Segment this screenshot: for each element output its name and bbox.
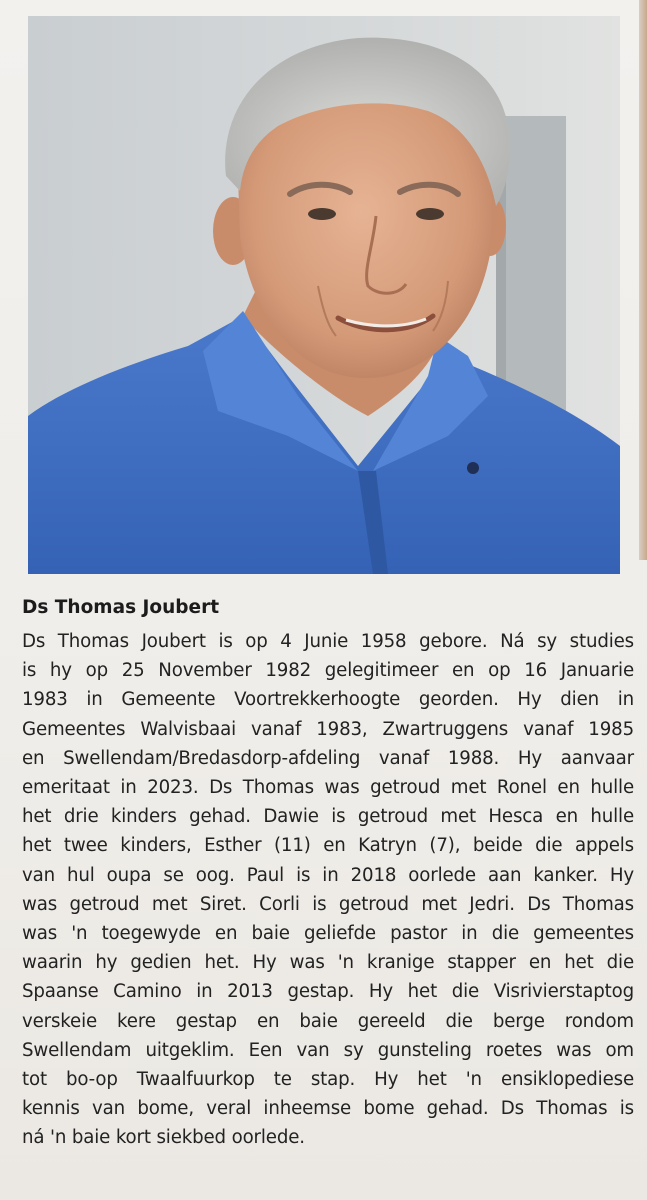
article-line: tot bo-op Twaalfuurkop te stap. Hy het 'n ensiklopediese — [22, 1069, 634, 1091]
article-line: Spaanse Camino in 2013 gestap. Hy het die Visrivierstaptog — [22, 981, 634, 1003]
article-line: Swellendam uitgeklim. Een van sy gunsteling roetes was om — [22, 1039, 634, 1061]
portrait-illustration — [28, 16, 620, 574]
article-line: van hul oupa se oog. Paul is in 2018 oorlede aan kanker. Hy — [22, 864, 634, 886]
article-line: emeritaat in 2023. Ds Thomas was getroud met Ronel en hulle — [22, 777, 634, 799]
article-title: Ds Thomas Joubert — [22, 597, 220, 618]
page-edge — [639, 0, 647, 560]
article-line: Ds Thomas Joubert is op 4 Junie 1958 gebore. Ná sy studies — [22, 631, 634, 652]
article-line: was getroud met Siret. Corli is getroud met Jedri. Ds Thomas — [22, 893, 634, 915]
caption — [22, 596, 634, 1153]
article-line: ná 'n baie kort siekbed oorlede. — [22, 1127, 305, 1149]
article-line: is hy op 25 November 1982 gelegitimeer en op 16 Januarie — [22, 660, 634, 682]
article-body — [22, 627, 634, 1153]
article-line: verskeie kere gestap en baie gereeld die berge rondom — [22, 1010, 634, 1032]
article-line: was 'n toegewyde en baie geliefde pastor in die gemeentes — [22, 923, 634, 945]
article-line: het drie kinders gehad. Dawie is getroud met Hesca en hulle — [22, 806, 634, 828]
article-line: kennis van bome, veral inheemse bome gehad. Ds Thomas is — [22, 1098, 634, 1120]
shirt-button — [467, 462, 479, 474]
portrait-photo — [28, 16, 620, 574]
article-line: en Swellendam/Bredasdorp-afdeling vanaf 1988. Hy aanvaar — [22, 747, 634, 769]
article-line: het twee kinders, Esther (11) en Katryn (7), beide die appels — [22, 835, 634, 857]
article-line: waarin hy gedien het. Hy was 'n kranige stapper en het die — [22, 952, 634, 974]
article-line: Gemeentes Walvisbaai vanaf 1983, Zwartruggens vanaf 1985 — [22, 718, 634, 740]
article-line: 1983 in Gemeente Voortrekkerhoogte georden. Hy dien in — [22, 689, 634, 711]
